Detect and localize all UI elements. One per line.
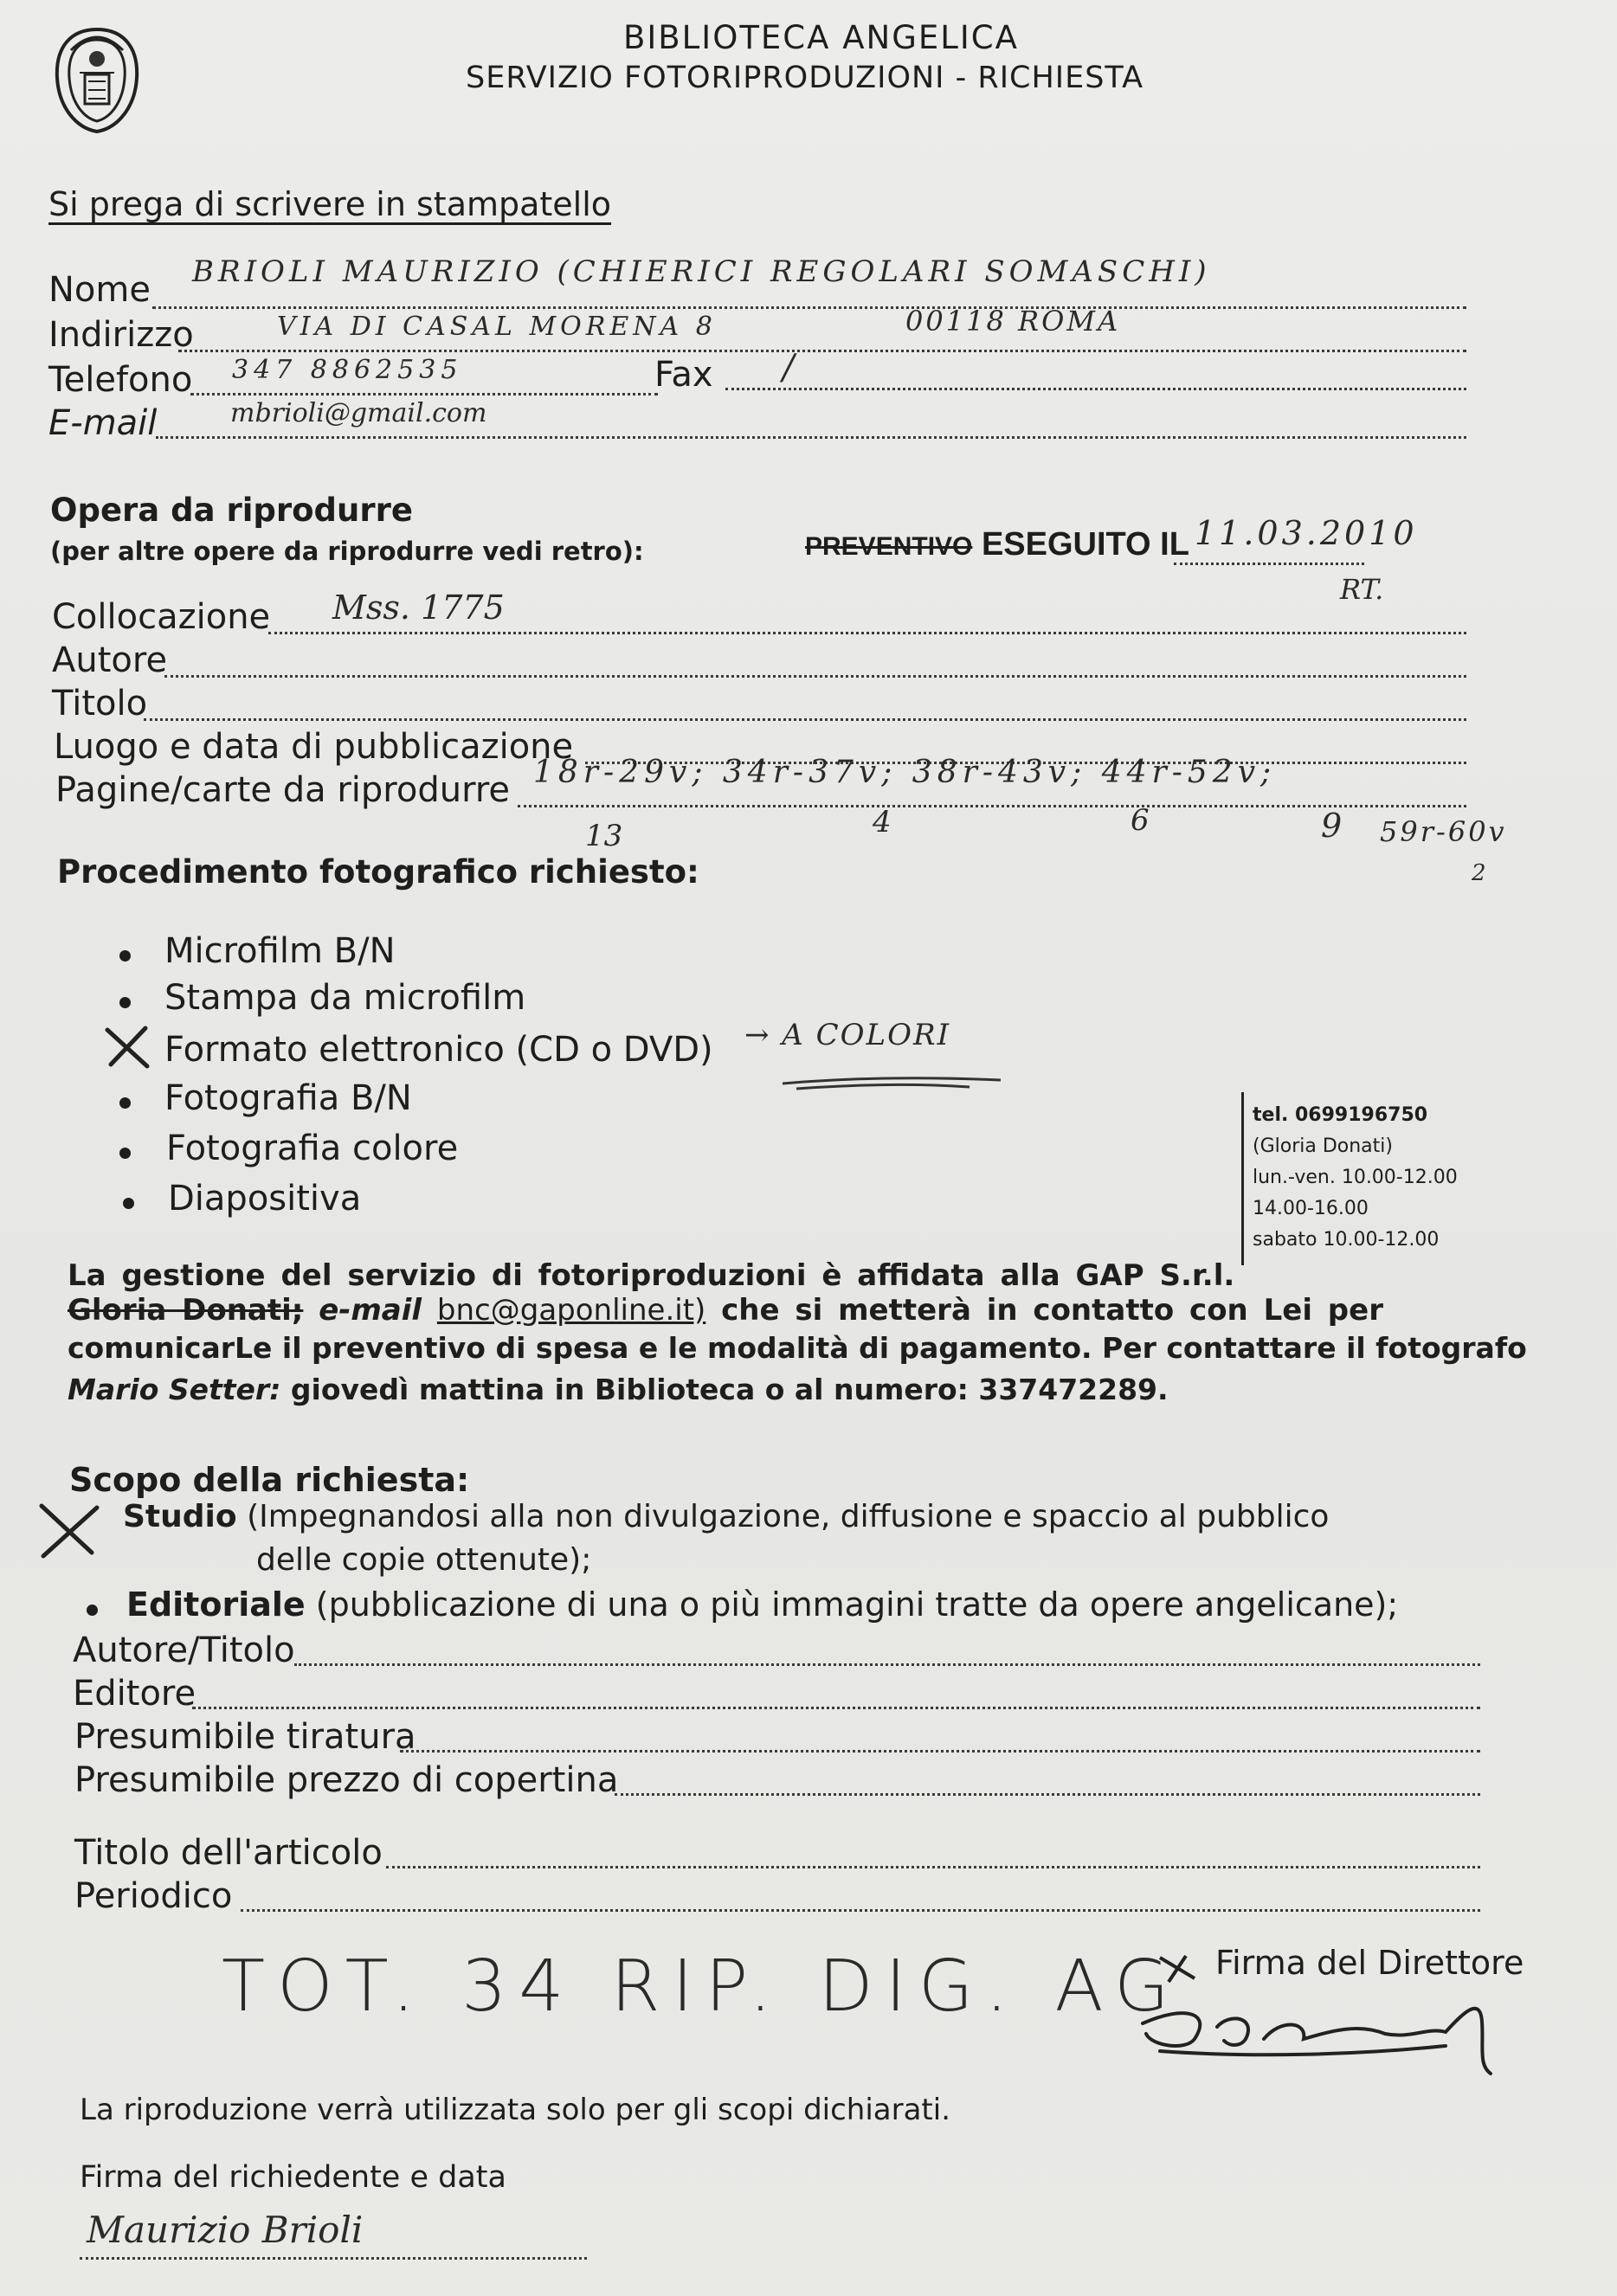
note-underline-icon bbox=[779, 1071, 1004, 1092]
executed-struck-label: PREVENTIVO bbox=[805, 532, 973, 561]
tiratura-line bbox=[400, 1750, 1480, 1753]
contact-tel: tel. 0699196750 bbox=[1253, 1104, 1428, 1126]
editoriale-label: Editoriale bbox=[126, 1585, 306, 1624]
executed-stamp bbox=[805, 526, 1189, 563]
editoriale-text: (pubblicazione di una o più immagini tratte da opere angelicane); bbox=[315, 1585, 1399, 1624]
articolo-label: Titolo dell'articolo bbox=[74, 1833, 383, 1873]
management-line-2 bbox=[68, 1293, 1383, 1328]
pagine-value: 18r-29v; 34r-37v; 38r-43v; 44r-52v; bbox=[533, 755, 1277, 790]
indirizzo-city: 00118 ROMA bbox=[905, 305, 1121, 338]
nome-label: Nome bbox=[48, 270, 151, 310]
cross-mark-icon bbox=[35, 1499, 104, 1560]
contact-hours-1: lun.-ven. 10.00-12.00 bbox=[1253, 1167, 1458, 1188]
usage-note: La riproduzione verrà utilizzata solo per gli scopi dichiarati. bbox=[80, 2093, 951, 2127]
option-microfilm: Microfilm B/N bbox=[164, 931, 396, 971]
telefono-value: 347 8862535 bbox=[232, 355, 463, 385]
titolo-line bbox=[144, 718, 1466, 721]
contact-name: (Gloria Donati) bbox=[1253, 1135, 1393, 1157]
collocazione-value: Mss. 1775 bbox=[332, 588, 505, 627]
autore-titolo-line bbox=[294, 1663, 1480, 1666]
indirizzo-value: VIA DI CASAL MORENA 8 bbox=[277, 312, 717, 342]
studio-text: (Impegnandosi alla non divulgazione, diffusione e spaccio al pubblico bbox=[247, 1499, 1330, 1534]
editoriale-line bbox=[126, 1585, 1398, 1624]
contact-box bbox=[1241, 1092, 1521, 1265]
option-formato-elettronico: Formato elettronico (CD o DVD) bbox=[164, 1030, 713, 1070]
prezzo-line bbox=[615, 1793, 1480, 1796]
titolo-label: Titolo bbox=[52, 684, 148, 724]
pagine-count-2: 4 bbox=[873, 805, 892, 839]
studio-label: Studio bbox=[123, 1499, 237, 1534]
executed-line bbox=[1174, 563, 1364, 565]
instruction-text: Si prega di scrivere in stampatello bbox=[48, 185, 612, 223]
indirizzo-line bbox=[178, 350, 1466, 352]
fax-value: / bbox=[783, 348, 795, 388]
director-signature-icon bbox=[1134, 1944, 1532, 2082]
luogo-label: Luogo e data di pubblicazione bbox=[54, 727, 574, 767]
autore-titolo-label: Autore/Titolo bbox=[73, 1630, 295, 1670]
tiratura-label: Presumibile tiratura bbox=[74, 1717, 416, 1757]
director-label: Firma del Direttore bbox=[1215, 1944, 1524, 1982]
option-diapositiva: Diapositiva bbox=[168, 1179, 362, 1219]
editore-label: Editore bbox=[73, 1674, 196, 1714]
bullet-icon bbox=[87, 1605, 98, 1616]
bullet-icon bbox=[119, 1097, 131, 1109]
library-crest-icon bbox=[45, 24, 149, 137]
management-line-4 bbox=[68, 1373, 1169, 1406]
header-title: BIBLIOTECA ANGELICA bbox=[623, 19, 1019, 56]
management-struck: Gloria Donati; bbox=[68, 1293, 304, 1328]
nome-value: BRIOLI MAURIZIO (CHIERICI REGOLARI SOMASCHI) bbox=[192, 254, 1211, 289]
option-stampa: Stampa da microfilm bbox=[164, 978, 526, 1018]
bullet-icon bbox=[119, 950, 131, 961]
option-fotografia-colore: Fotografia colore bbox=[166, 1129, 459, 1168]
requester-label: Firma del richiedente e data bbox=[80, 2160, 506, 2195]
formato-note: → A COLORI bbox=[744, 1018, 951, 1052]
fax-label: Fax bbox=[654, 355, 713, 395]
telefono-label: Telefono bbox=[48, 360, 193, 400]
nome-line bbox=[152, 306, 1466, 309]
executed-initials: RT. bbox=[1340, 573, 1384, 606]
management-line-3: comunicarLe il preventivo di spesa e le modalità di pagamento. Per contattare il fotografo bbox=[68, 1331, 1527, 1365]
pagine-count-3: 6 bbox=[1131, 803, 1150, 838]
purpose-heading: Scopo della richiesta: bbox=[69, 1461, 470, 1499]
requester-signature-line bbox=[80, 2257, 587, 2260]
pagine-extra-count: 2 bbox=[1472, 860, 1486, 886]
email-line bbox=[156, 436, 1466, 439]
total-note: TOT. 34 RIP. DIG. AG bbox=[222, 1945, 1182, 2028]
collocazione-line bbox=[268, 632, 1466, 634]
autore-line bbox=[164, 675, 1466, 678]
cross-mark-icon bbox=[104, 1025, 152, 1070]
pagine-label: Pagine/carte da riprodurre bbox=[55, 770, 510, 810]
header-subtitle: SERVIZIO FOTORIPRODUZIONI - RICHIESTA bbox=[466, 61, 1144, 95]
pagine-extra: 59r-60v bbox=[1380, 815, 1507, 848]
telefono-line bbox=[190, 393, 658, 396]
management-line-1: La gestione del servizio di fotoriproduzioni è affidata alla GAP S.r.l. bbox=[68, 1258, 1235, 1293]
articolo-line bbox=[386, 1866, 1480, 1868]
pagine-count-4: 9 bbox=[1321, 807, 1343, 845]
work-heading: Opera da riprodurre bbox=[50, 492, 413, 529]
photographer-rest: giovedì mattina in Biblioteca o al numero: 337472289. bbox=[290, 1373, 1169, 1406]
email-value: mbrioli@gmail.com bbox=[230, 398, 487, 428]
indirizzo-label: Indirizzo bbox=[48, 315, 194, 355]
management-email-label: e-mail bbox=[319, 1293, 422, 1328]
procedure-heading: Procedimento fotografico richiesto: bbox=[57, 853, 699, 891]
email-label: E-mail bbox=[48, 403, 158, 443]
executed-label: ESEGUITO IL bbox=[981, 526, 1189, 563]
management-email: bnc@gaponline.it) bbox=[436, 1293, 706, 1328]
pagine-count-1: 13 bbox=[585, 819, 623, 853]
prezzo-label: Presumibile prezzo di copertina bbox=[74, 1760, 619, 1800]
collocazione-label: Collocazione bbox=[52, 597, 271, 637]
contact-hours-2: 14.00-16.00 bbox=[1253, 1198, 1369, 1219]
requester-signature: Maurizio Brioli bbox=[87, 2209, 364, 2251]
executed-date: 11.03.2010 bbox=[1195, 514, 1418, 552]
autore-label: Autore bbox=[52, 640, 168, 680]
editore-line bbox=[192, 1707, 1480, 1709]
work-subheading: (per altre opere da riprodurre vedi retro): bbox=[50, 537, 644, 566]
bullet-icon bbox=[119, 997, 131, 1008]
bullet-icon bbox=[119, 1148, 131, 1159]
periodico-line bbox=[241, 1909, 1480, 1912]
management-rest: che si metterà in contatto con Lei per bbox=[721, 1293, 1383, 1328]
contact-hours-3: sabato 10.00-12.00 bbox=[1253, 1229, 1440, 1251]
periodico-label: Periodico bbox=[74, 1876, 233, 1916]
option-fotografia-bn: Fotografia B/N bbox=[164, 1078, 412, 1118]
studio-line bbox=[123, 1499, 1329, 1534]
bullet-icon bbox=[123, 1198, 134, 1209]
photographer-name: Mario Setter: bbox=[68, 1373, 281, 1406]
fax-line bbox=[725, 388, 1466, 390]
studio-text-2: delle copie ottenute); bbox=[256, 1542, 592, 1578]
